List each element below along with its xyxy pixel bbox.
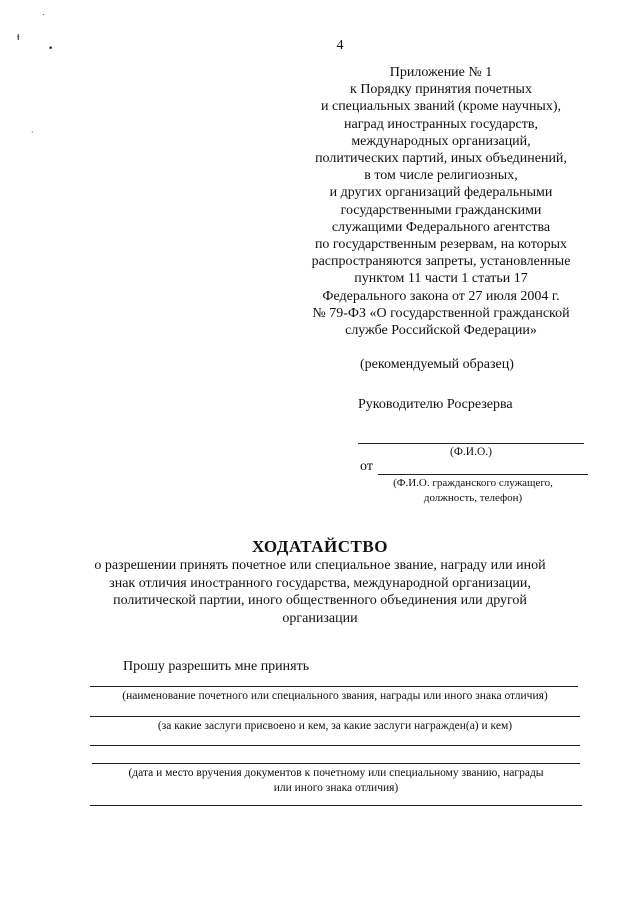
appendix-line: и других организаций федеральными bbox=[329, 185, 553, 201]
addressee: Руководителю Росрезерва bbox=[358, 397, 513, 412]
appendix-line: наград иностранных государств, bbox=[344, 116, 538, 132]
award-name-line[interactable] bbox=[90, 686, 578, 687]
appendix-line: службе Российской Федерации» bbox=[345, 323, 537, 339]
from-label: от bbox=[360, 459, 373, 474]
appendix-line: служащими Федерального агентства bbox=[331, 219, 551, 235]
scan-speck: ˙ bbox=[41, 14, 46, 24]
appendix-line: политических партий, иных объединений, bbox=[315, 151, 567, 167]
scan-speck: ᵼ bbox=[17, 30, 20, 43]
appendix-line: международных организаций, bbox=[351, 133, 531, 149]
subject-line: о разрешении принять почетное или специальное звание, награду или иной bbox=[94, 558, 546, 573]
appendix-line: распространяются запреты, установленные bbox=[311, 254, 571, 270]
appendix-line: Федерального закона от 27 июля 2004 г. bbox=[322, 288, 560, 304]
blank-line[interactable] bbox=[90, 745, 580, 746]
appendix-line: и специальных званий (кроме научных), bbox=[320, 99, 562, 115]
document-title: ХОДАТАЙСТВО bbox=[252, 537, 388, 556]
request-text: Прошу разрешить мне принять bbox=[123, 659, 310, 674]
sender-caption-line1: (Ф.И.О. гражданского служащего, bbox=[393, 477, 553, 489]
fio-line[interactable] bbox=[358, 443, 584, 444]
appendix-line: к Порядку принятия почетных bbox=[350, 82, 532, 98]
scan-speck: · bbox=[31, 128, 34, 137]
appendix-header bbox=[296, 64, 586, 339]
date-place-caption-line1: (дата и место вручения документов к почетному или специальному званию, награды bbox=[128, 767, 544, 779]
sender-caption-line2: должность, телефон) bbox=[423, 492, 523, 504]
sender-line[interactable] bbox=[378, 474, 588, 475]
scan-speck: • bbox=[48, 44, 54, 54]
appendix-line: государственными гражданскими bbox=[340, 202, 542, 218]
fio-caption: (Ф.И.О.) bbox=[450, 446, 492, 458]
appendix-line: в том числе религиозных, bbox=[364, 168, 518, 184]
appendix-line: Приложение № 1 bbox=[389, 65, 493, 80]
merits-line[interactable] bbox=[90, 716, 580, 717]
award-name-caption: (наименование почетного или специального звания, награды или иного знака отличия) bbox=[122, 690, 548, 702]
blank-line[interactable] bbox=[90, 805, 582, 806]
document-subject bbox=[70, 557, 570, 627]
appendix-line: пунктом 11 части 1 статьи 17 bbox=[354, 271, 528, 287]
subject-line: знак отличия иностранного государства, международной организации, bbox=[109, 575, 531, 591]
sample-note: (рекомендуемый образец) bbox=[360, 357, 514, 372]
merits-caption: (за какие заслуги присвоено и кем, за какие заслуги награжден(а) и кем) bbox=[157, 720, 513, 732]
appendix-line: по государственным резервам, на которых bbox=[314, 237, 568, 253]
page-number: 4 bbox=[336, 38, 344, 53]
date-place-caption-line2: или иного знака отличия) bbox=[273, 782, 399, 794]
subject-line: организации bbox=[282, 610, 358, 626]
appendix-line: № 79-ФЗ «О государственной гражданской bbox=[312, 305, 570, 321]
subject-line: политической партии, иного общественного объединения или другой bbox=[113, 593, 527, 608]
date-place-line[interactable] bbox=[92, 763, 580, 764]
